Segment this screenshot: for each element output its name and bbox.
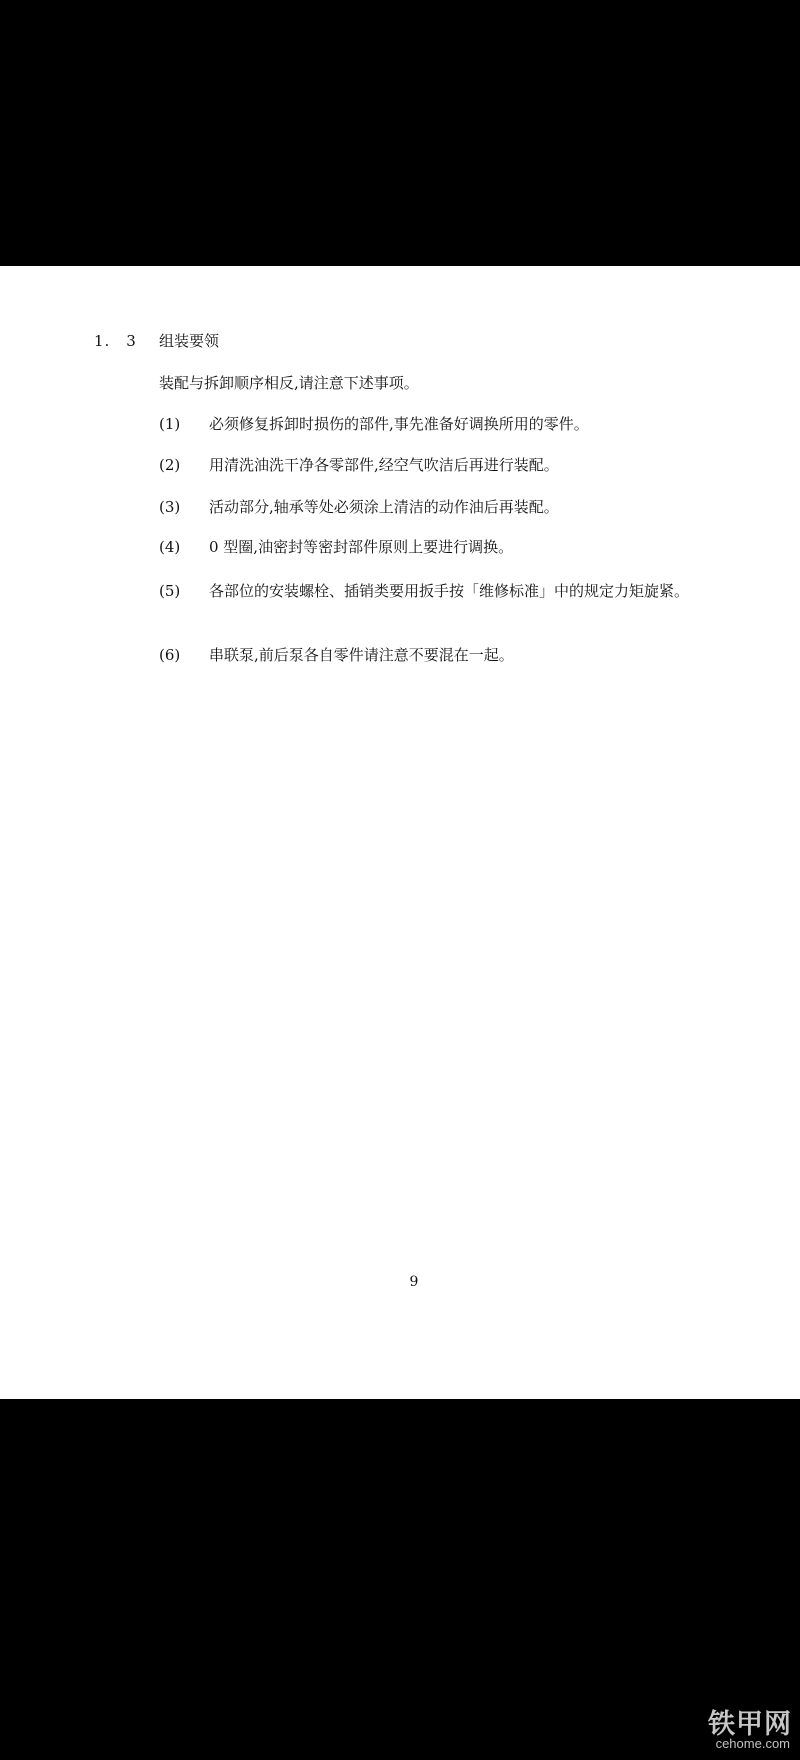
section-title: 组装要领 bbox=[159, 332, 220, 350]
watermark-site: cehome.com bbox=[715, 1736, 790, 1751]
watermark-logo: 铁甲网 bbox=[708, 1709, 792, 1740]
list-item-number: (1) bbox=[159, 415, 181, 433]
list-item-number: (2) bbox=[159, 456, 181, 474]
list-item-number: (4) bbox=[159, 538, 181, 556]
list-item-text: 各部位的安装螺栓、插销类要用扳手按「维修标准」中的规定力矩旋紧。 bbox=[209, 582, 690, 600]
page-number: 9 bbox=[409, 1274, 419, 1290]
list-item-number: (6) bbox=[159, 646, 181, 664]
document-page bbox=[0, 266, 800, 1399]
list-item-number: (3) bbox=[159, 498, 181, 516]
list-item-text: 必须修复拆卸时损伤的部件,事先准备好调换所用的零件。 bbox=[209, 415, 589, 433]
list-item-text: 用清洗油洗干净各零部件,经空气吹洁后再进行装配。 bbox=[209, 456, 559, 474]
site-watermark bbox=[682, 1702, 792, 1752]
list-item-text: 串联泵,前后泵各自零件请注意不要混在一起。 bbox=[209, 646, 514, 664]
list-item-number: (5) bbox=[159, 582, 181, 600]
intro-paragraph: 装配与拆卸顺序相反,请注意下述事项。 bbox=[159, 374, 419, 392]
section-number: 1. 3 bbox=[94, 332, 137, 350]
list-item-text: 活动部分,轴承等处必须涂上清洁的动作油后再装配。 bbox=[209, 498, 559, 516]
list-item-text: 0 型圈,油密封等密封部件原则上要进行调换。 bbox=[209, 538, 514, 556]
